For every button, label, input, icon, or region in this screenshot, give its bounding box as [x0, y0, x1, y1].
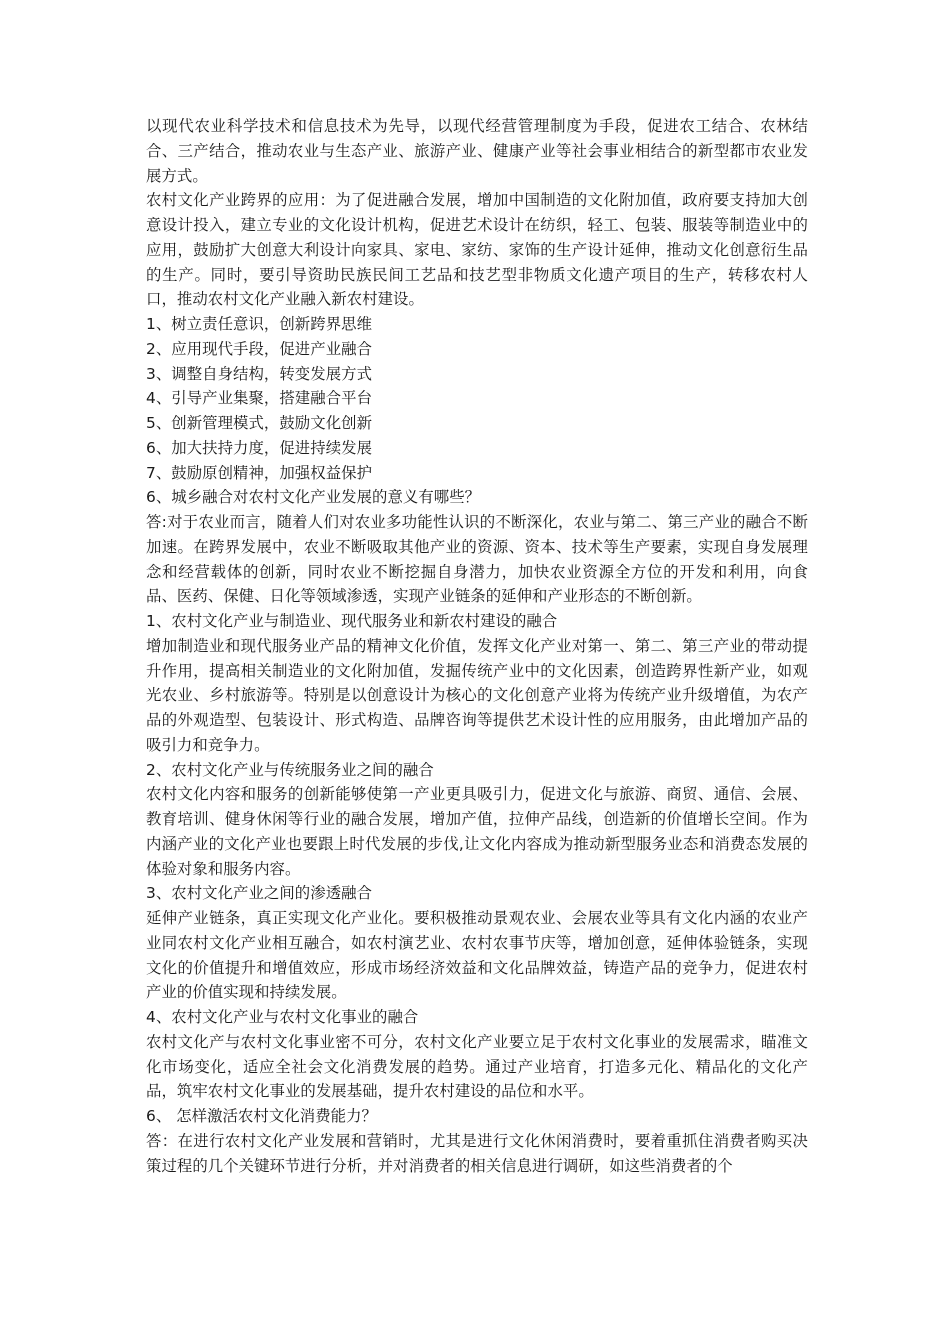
list-item: 3、调整自身结构，转变发展方式 — [146, 364, 373, 383]
paragraph: 农村文化内容和服务的创新能够使第一产业更具吸引力，促进文化与旅游、商贸、通信、会展、教育培训、健身休闲等行业的融合发展，增加产值，拉伸产品线，创造新的价值增长空间。作为内涵产业的文化产业也要跟上时代发展的步伐,让文化内容成为推动新型服务业态和消费态发展的体验对象和服务内容。 — [146, 785, 808, 878]
list-item: 6、加大扶持力度，促进持续发展 — [146, 438, 373, 457]
section-heading: 4、农村文化产业与农村文化事业的融合 — [146, 1008, 419, 1026]
answer-paragraph: 答:对于农业而言，随着人们对农业多功能性认识的不断深化，农业与第二、第三产业的融合不断加速。在跨界发展中，农业不断吸取其他产业的资源、资本、技术等生产要素，实现自身发展理念和经营载体的创新，同时农业不断挖掘自身潜力，加快农业资源全方位的开发和利用，向食品、医药、保健、日化等领域渗透，实现产业链条的延伸和产业形态的不断创新。 — [146, 513, 808, 606]
paragraph: 延伸产业链条，真正实现文化产业化。要积极推动景观农业、会展农业等具有文化内涵的农业产业同农村文化产业相互融合，如农村演艺业、农村农事节庆等，增加创意，延伸体验链条，实现文化的价值提升和增值效应，形成市场经济效益和文化品牌效益，铸造产品的竞争力，促进农村产业的价值实现和持续发展。 — [146, 909, 808, 1002]
list-item: 1、树立责任意识，创新跨界思维 — [146, 315, 373, 333]
list-item: 4、引导产业集聚，搭建融合平台 — [146, 389, 373, 408]
paragraph: 增加制造业和现代服务业产品的精神文化价值，发挥文化产业对第一、第二、第三产业的带动提升作用，提高相关制造业的文化附加值，发掘传统产业中的文化因素，创造跨界性新产业，如观光农业、乡村旅游等。特别是以创意设计为核心的文化创意产业将为传统产业升级增值，为农产品的外观造型、包装设计、形式构造、品牌咨询等提供艺术设计性的应用服务，由此增加产品的吸引力和竞争力。 — [146, 636, 808, 754]
paragraph: 农村文化产业跨界的应用：为了促进融合发展，增加中国制造的文化附加值，政府要支持加大创意设计投入，建立专业的文化设计机构，促进艺术设计在纺织，轻工、包装、服装等制造业中的应用，鼓励扩大创意大利设计向家具、家电、家纺、家饰的生产设计延伸，推动文化创意衍生品的生产。同时，要引导资助民族民间工艺品和技艺型非物质文化遗产项目的生产，转移农村人口，推动农村文化产业融入新农村建设。 — [146, 191, 808, 309]
document-body — [146, 114, 808, 1178]
list-item: 5、创新管理模式，鼓励文化创新 — [146, 414, 373, 432]
list-item: 2、应用现代手段，促进产业融合 — [146, 339, 373, 358]
paragraph: 农村文化产与农村文化事业密不可分，农村文化产业要立足于农村文化事业的发展需求，瞄准文化市场变化，适应全社会文化消费发展的趋势。通过产业培育，打造多元化、精品化的文化产品，筑牢农村文化事业的发展基础，提升农村建设的品位和水平。 — [146, 1032, 808, 1101]
section-heading: 1、农村文化产业与制造业、现代服务业和新农村建设的融合 — [146, 612, 558, 630]
question-heading: 6、城乡融合对农村文化产业发展的意义有哪些？ — [146, 488, 481, 507]
section-heading: 3、农村文化产业之间的渗透融合 — [146, 884, 373, 903]
list-item: 7、鼓励原创精神，加强权益保护 — [146, 463, 373, 482]
paragraph: 以现代农业科学技术和信息技术为先导，以现代经营管理制度为手段，促进农工结合、农林结合、三产结合，推动农业与生态产业、旅游产业、健康产业等社会事业相结合的新型都市农业发展方式。 — [146, 117, 808, 185]
answer-paragraph: 答：在进行农村文化产业发展和营销时，尤其是进行文化休闲消费时，要着重抓住消费者购买决策过程的几个关键环节进行分析，并对消费者的相关信息进行调研，如这些消费者的个 — [146, 1131, 808, 1175]
question-heading: 6、 怎样激活农村文化消费能力？ — [146, 1107, 377, 1125]
section-heading: 2、农村文化产业与传统服务业之间的融合 — [146, 760, 434, 779]
